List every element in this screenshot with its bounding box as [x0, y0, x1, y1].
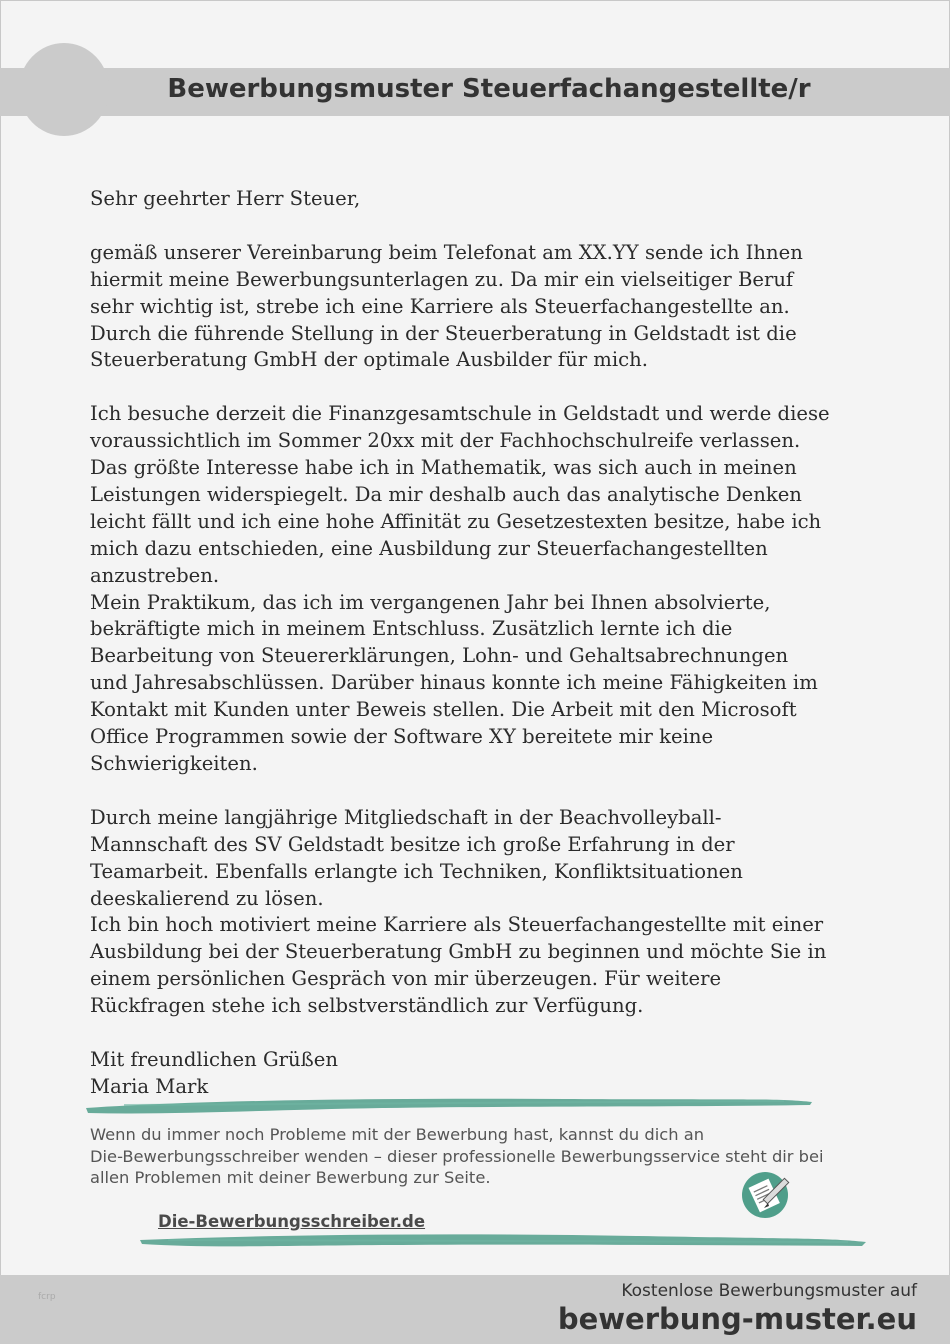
letter-line: einem persönlichen Gespräch von mir überzeugen. Für weitere	[90, 967, 722, 991]
letter-line: Ausbildung bei der Steuerberatung GmbH zu beginnen und möchte Sie in	[90, 940, 827, 964]
letter-line: Ich besuche derzeit die Finanzgesamtschule in Geldstadt und werde diese	[90, 402, 830, 426]
letter-line: bekräftigte mich in meinem Entschluss. Zusätzlich lernte ich die	[90, 617, 733, 641]
letter-line: Ich bin hoch motiviert meine Karriere als Steuerfachangestellte mit einer	[90, 913, 824, 937]
document-pen-icon	[740, 1170, 804, 1220]
letter-line: Mannschaft des SV Geldstadt besitze ich große Erfahrung in der	[90, 832, 735, 856]
letter-line: Office Programmen sowie der Software XY bereitete mir keine	[90, 725, 714, 749]
signature: Maria Mark	[90, 1074, 209, 1098]
letter-line: Durch die führende Stellung in der Steuerberatung in Geldstadt ist die	[90, 321, 797, 345]
page-title: Bewerbungsmuster Steuerfachangestellte/r	[167, 74, 811, 104]
salutation: Sehr geehrter Herr Steuer,	[90, 187, 361, 210]
letter-line: Rückfragen stehe ich selbstverständlich zur Verfügung.	[90, 994, 644, 1018]
paragraph-1	[90, 240, 870, 375]
footer-tagline: Kostenlose Bewerbungsmuster auf	[621, 1281, 917, 1301]
letter-body	[90, 186, 870, 1101]
brush-stroke-bottom	[138, 1228, 868, 1252]
letter-line: Mein Praktikum, das ich im vergangenen Jahr bei Ihnen absolvierte,	[90, 590, 771, 614]
note-line: allen Problemen mit deiner Bewerbung zur Seite.	[90, 1168, 491, 1187]
letter-line: Steuerberatung GmbH der optimale Ausbilder für mich.	[90, 348, 648, 372]
bewerbungsschreiber-link[interactable]: Die-Bewerbungsschreiber.de	[158, 1212, 426, 1231]
letter-line: voraussichtlich im Sommer 20xx mit der Fachhochschulreife verlassen.	[90, 429, 801, 453]
letter-line: Teamarbeit. Ebenfalls erlangte ich Techniken, Konfliktsituationen	[90, 859, 743, 883]
letter-line: mich dazu entschieden, eine Ausbildung zur Steuerfachangestellten	[90, 536, 768, 560]
letter-line: Bearbeitung von Steuererklärungen, Lohn- und Gehaltsabrechnungen	[90, 644, 789, 668]
footer-small-text: fcrp	[38, 1292, 56, 1302]
note-line: Die-Bewerbungsschreiber wenden – dieser professionelle Bewerbungsservice steht dir bei	[90, 1146, 824, 1166]
letter-line: und Jahresabschlüssen. Darüber hinaus konnte ich meine Fähigkeiten im	[90, 671, 818, 695]
letter-line: anzustreben.	[90, 563, 220, 587]
letter-line: sehr wichtig ist, strebe ich eine Karriere als Steuerfachangestellte an.	[90, 294, 790, 318]
letter-line: Durch meine langjährige Mitgliedschaft in der Beachvolleyball-	[90, 805, 722, 829]
letter-line: Leistungen widerspiegelt. Da mir deshalb auch das analytische Denken	[90, 482, 802, 506]
letter-line: hiermit meine Bewerbungsunterlagen zu. Da mir ein vielseitiger Beruf	[90, 267, 794, 291]
letter-line: Schwierigkeiten.	[90, 752, 258, 775]
letter-line: deeskalierend zu lösen.	[90, 886, 324, 910]
closing: Mit freundlichen Grüßen	[90, 1047, 338, 1071]
letter-line: leicht fällt und ich eine hohe Affinität zu Gesetzestexten besitze, habe ich	[90, 509, 822, 533]
letter-line: gemäß unserer Vereinbarung beim Telefonat am XX.YY sende ich Ihnen	[90, 240, 803, 264]
letter-line: Das größte Interesse habe ich in Mathematik, was sich auch in meinen	[90, 456, 797, 480]
paragraph-2	[90, 401, 870, 778]
letter-line: Kontakt mit Kunden unter Beweis stellen. Die Arbeit mit den Microsoft	[90, 698, 797, 722]
brush-stroke-top	[84, 1094, 814, 1116]
note-line: Wenn du immer noch Probleme mit der Bewerbung hast, kannst du dich an	[90, 1125, 705, 1144]
footer-site-name[interactable]: bewerbung-muster.eu	[557, 1302, 917, 1336]
paragraph-3	[90, 805, 870, 1020]
